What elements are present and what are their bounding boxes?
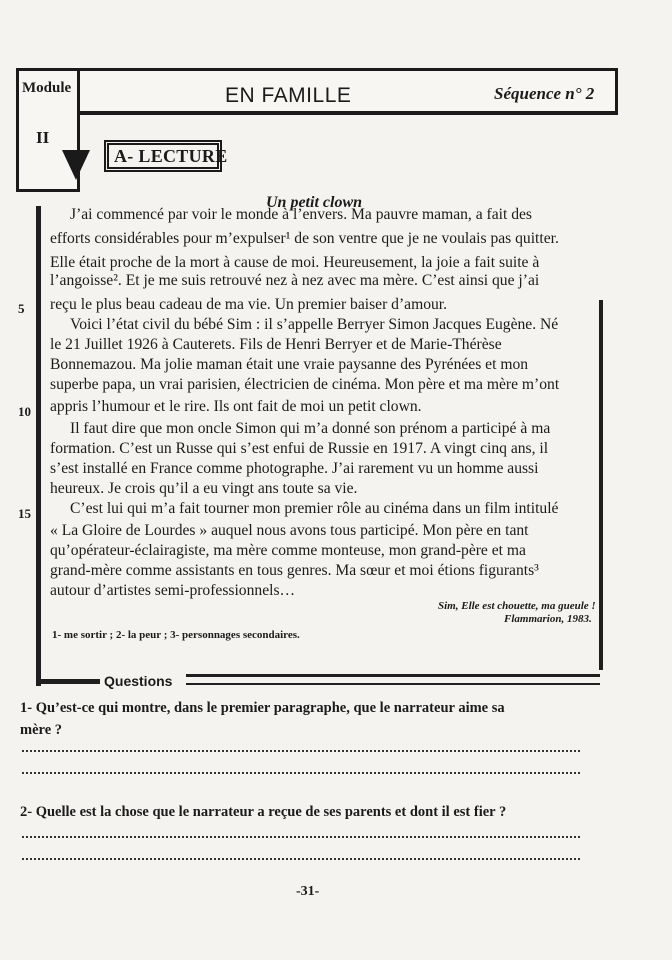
text-line: appris l’humour et le rire. Ils ont fait de moi un petit clown. bbox=[50, 398, 422, 415]
question-1: 1- Qu’est-ce qui montre, dans le premier paragraphe, que le narrateur aime sa bbox=[20, 700, 505, 716]
text-line: Elle était proche de la mort à cause de moi. Heureusement, la joie a fait suite à bbox=[50, 254, 540, 271]
sequence-label: Séquence n° 2 bbox=[494, 84, 595, 103]
questions-divider bbox=[186, 674, 600, 685]
line-number: 15 bbox=[18, 506, 31, 521]
text-line: C’est lui qui m’a fait tourner mon premier rôle au cinéma dans un film intitulé bbox=[70, 500, 559, 517]
text-line: efforts considérables pour m’expulser¹ de son ventre que je ne voulais pas quitter. bbox=[50, 230, 559, 247]
text-line: formation. C’est un Russe qui s’est enfui de Russie en 1917. A vingt cinq ans, il bbox=[50, 440, 549, 457]
answer-line[interactable] bbox=[22, 750, 580, 752]
source-title: Sim, Elle est chouette, ma gueule ! bbox=[438, 600, 596, 612]
text-line: J’ai commencé par voir le monde à l’envers. Ma pauvre maman, a fait des bbox=[70, 206, 532, 223]
text-frame-left-bar bbox=[36, 206, 41, 686]
question-2: 2- Quelle est la chose que le narrateur a reçue de ses parents et dont il est fier ? bbox=[20, 804, 507, 820]
module-label: Module bbox=[22, 80, 72, 96]
question-1-continued: mère ? bbox=[20, 722, 62, 738]
text-line: « La Gloire de Lourdes » auquel nous avons tous participé. Mon père en tant bbox=[50, 522, 529, 539]
module-tab-decoration bbox=[62, 150, 90, 180]
text-line: Bonnemazou. Ma jolie maman était une vraie paysanne des Pyrénées et mon bbox=[50, 356, 529, 373]
page-title: EN FAMILLE bbox=[225, 84, 352, 107]
source-publisher: Flammarion, 1983. bbox=[504, 613, 592, 625]
answer-line[interactable] bbox=[22, 772, 580, 774]
text-line: le 21 Juillet 1926 à Cauterets. Fils de Henri Berryer et de Marie-Thérèse bbox=[50, 336, 502, 353]
answer-line[interactable] bbox=[22, 858, 580, 860]
text-line: Voici l’état civil du bébé Sim : il s’appelle Berryer Simon Jacques Eugène. Né bbox=[70, 316, 559, 333]
text-line: qu’opérateur-éclairagiste, ma mère comme monteuse, mon grand-père et ma bbox=[50, 542, 526, 559]
text-line: heureux. Je crois qu’il a eu vingt ans toute sa vie. bbox=[50, 480, 358, 497]
text-line: autour d’artistes semi-professionnels… bbox=[50, 582, 296, 599]
page-number: -31- bbox=[296, 884, 320, 899]
section-title: A- LECTURE bbox=[114, 146, 228, 166]
answer-line[interactable] bbox=[22, 836, 580, 838]
text-line: s’est installé en France comme photographe. J’ai rarement vu un homme aussi bbox=[50, 460, 539, 477]
module-number: II bbox=[36, 128, 50, 147]
text-title: Un petit clown bbox=[266, 194, 363, 211]
text-frame-bottom-bar bbox=[36, 679, 100, 684]
text-line: Il faut dire que mon oncle Simon qui m’a donné son prénom a participé à ma bbox=[70, 420, 551, 437]
text-line: l’angoisse². Et je me suis retrouvé nez à nez avec ma mère. C’est ainsi que j’ai bbox=[50, 272, 540, 289]
questions-heading: Questions bbox=[104, 673, 173, 689]
text-line: reçu le plus beau cadeau de ma vie. Un premier baiser d’amour. bbox=[50, 296, 448, 313]
text-line: superbe papa, un vrai parisien, électricien de cinéma. Mon père et ma mère m’ont bbox=[50, 376, 560, 393]
footnotes: 1- me sortir ; 2- la peur ; 3- personnages secondaires. bbox=[52, 629, 300, 641]
line-number: 5 bbox=[18, 301, 25, 316]
text-line: grand-mère comme assistants en tous genres. Ma sœur et moi étions figurants³ bbox=[50, 562, 539, 579]
line-number: 10 bbox=[18, 404, 31, 419]
